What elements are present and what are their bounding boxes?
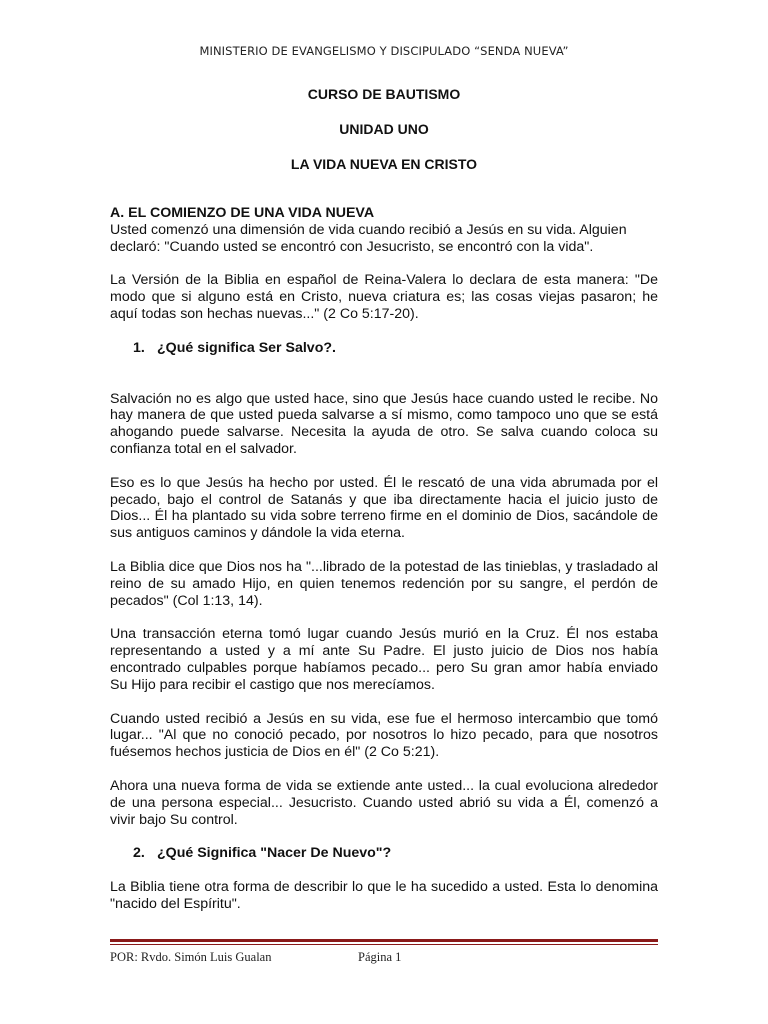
question-2-heading xyxy=(133,845,658,862)
question-1-heading xyxy=(133,340,658,357)
document-body xyxy=(110,205,658,930)
section-a-heading: A. EL COMIENZO DE UNA VIDA NUEVA xyxy=(110,205,375,221)
footer-page-number: Página 1 xyxy=(358,950,402,964)
unit-title: UNIDAD UNO xyxy=(339,121,429,137)
question-1-paragraph-4: Una transacción eterna tomó lugar cuando Jesús murió en la Cruz. Él nos estaba representando a usted y a mí ante Su Padre. El justo juicio de Dios nos había encontrado culpables porque habíamos pecado... pero Su gran amor había enviado Su Hijo para recibir el castigo que nos merecíamos. xyxy=(110,626,658,693)
question-1-paragraph-6: Ahora una nueva forma de vida se extiende ante usted... la cual evoluciona alrededor de una persona especial... Jesucristo. Cuando usted abrió su vida a Él, comenzó a vivir bajo Su control. xyxy=(110,777,658,828)
question-1-number: 1. xyxy=(133,339,145,356)
question-1-paragraph-1: Salvación no es algo que usted hace, sino que Jesús hace cuando usted le recibe. No hay manera de que usted pueda salvarse a sí mismo, como tampoco uno que se está ahogando puede salvarse. Necesita la ayuda de otro. Se salva cuando coloca su confianza total en el salvador. xyxy=(110,390,658,457)
question-1-paragraph-5: Cuando usted recibió a Jesús en su vida, ese fue el hermoso intercambio que tomó lugar... "Al que no conoció pecado, por nosotros lo hizo pecado, para que nosotros fuésemos hechos justicia de Dios en él" (2 Co 5:21). xyxy=(110,710,658,761)
question-2-number: 2. xyxy=(133,845,145,862)
title-block xyxy=(0,86,768,191)
section-a-paragraph-2: La Versión de la Biblia en español de Reina-Valera lo declara de esta manera: "De modo que si alguno está en Cristo, nueva criatura es; las cosas viejas pasaron; he aquí todas son hechas nuevas..." (2 Co 5:17-20). xyxy=(110,272,658,322)
section-a-paragraph-1: Usted comenzó una dimensión de vida cuando recibió a Jesús en su vida. Alguien declaró: "Cuando usted se encontró con Jesucristo, se encontró con la vida". xyxy=(110,221,627,255)
question-2-paragraph-1: La Biblia tiene otra forma de describir lo que le ha sucedido a usted. Esta lo denomina "nacido del Espíritu". xyxy=(110,879,658,912)
running-header: MINISTERIO DE EVANGELISMO Y DISCIPULADO “SENDA NUEVA” xyxy=(199,44,569,58)
course-title: CURSO DE BAUTISMO xyxy=(307,86,461,102)
footer-author: POR: Rvdo. Simón Luis Gualan xyxy=(110,950,272,964)
question-1-title: ¿Qué significa Ser Salvo?. xyxy=(157,339,336,356)
question-1-paragraph-2: Eso es lo que Jesús ha hecho por usted. Él le rescató de una vida abrumada por el pecado, bajo el control de Satanás y que iba directamente hacia el juicio justo de Dios... Él ha plantado su vida sobre terreno firme en el dominio de Dios, sacándole de sus antiguos caminos y dándole la vida eterna. xyxy=(110,474,658,542)
lesson-title: LA VIDA NUEVA EN CRISTO xyxy=(290,156,478,172)
footer-rule xyxy=(110,939,658,945)
blank-line xyxy=(110,374,658,391)
question-2-title: ¿Qué Significa "Nacer De Nuevo"? xyxy=(157,845,392,862)
question-1-paragraph-3: La Biblia dice que Dios nos ha "...librado de la potestad de las tinieblas, y trasladado al reino de su amado Hijo, en quien tenemos redención por su sangre, el perdón de pecados" (Col 1:13, 14). xyxy=(110,558,658,609)
